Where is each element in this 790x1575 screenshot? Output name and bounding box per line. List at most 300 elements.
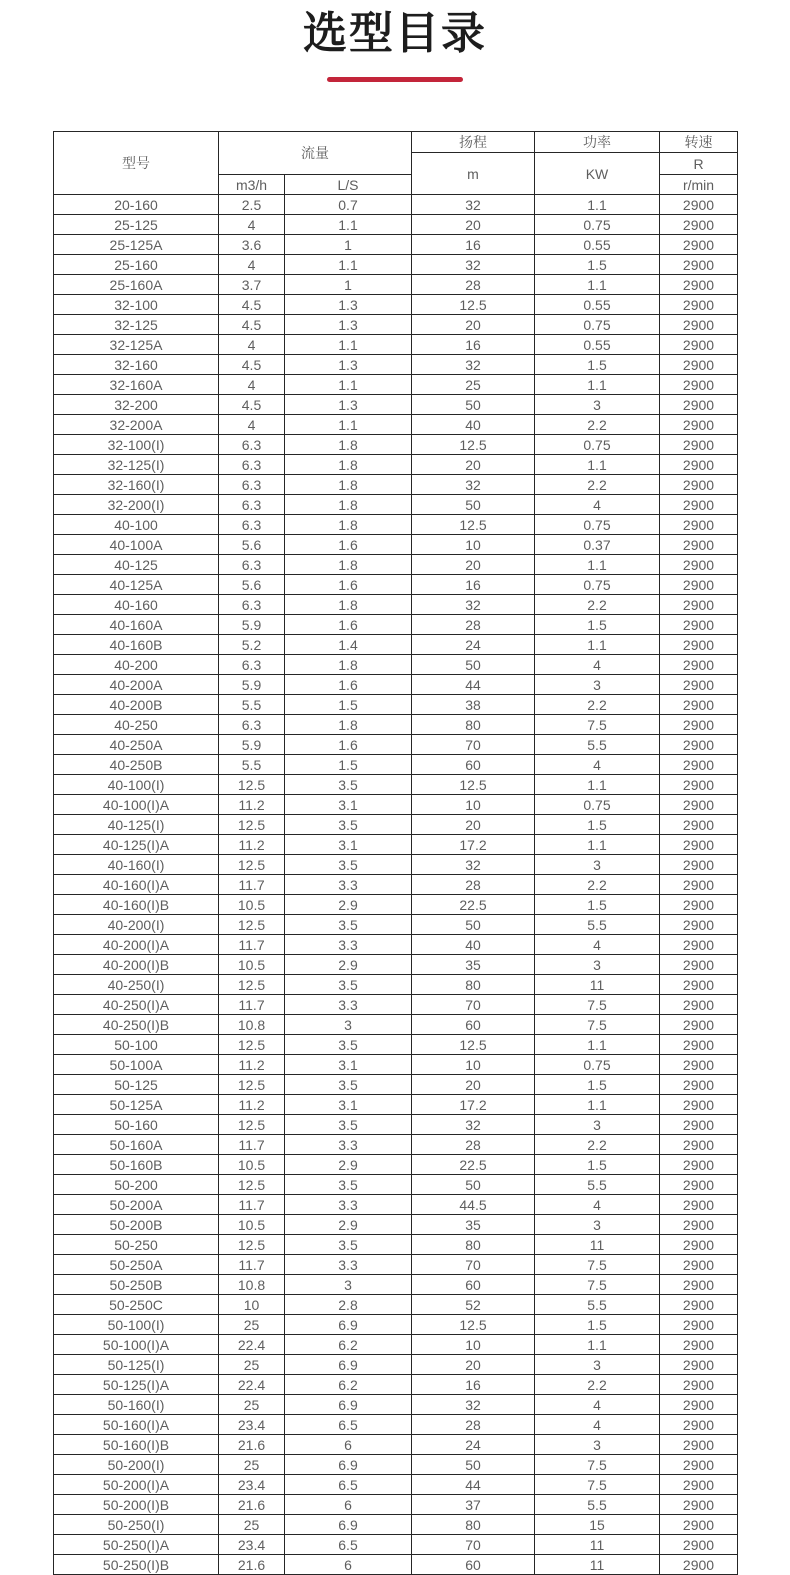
cell-speed-rpm: 2900 [660, 1535, 738, 1555]
table-row [54, 355, 738, 375]
cell-power-kw: 2.2 [535, 415, 660, 435]
cell-power-kw: 0.75 [535, 435, 660, 455]
cell-head-m: 17.2 [412, 835, 535, 855]
cell-head-m: 80 [412, 715, 535, 735]
cell-speed-rpm: 2900 [660, 855, 738, 875]
table-row [54, 1555, 738, 1575]
cell-head-m: 10 [412, 535, 535, 555]
cell-flow-m3h: 21.6 [219, 1555, 285, 1575]
cell-flow-m3h: 10.5 [219, 1215, 285, 1235]
cell-flow-ls: 1.1 [285, 335, 412, 355]
cell-flow-m3h: 12.5 [219, 1235, 285, 1255]
cell-flow-ls: 1.3 [285, 315, 412, 335]
cell-model: 50-250A [54, 1255, 219, 1275]
cell-speed-rpm: 2900 [660, 1495, 738, 1515]
cell-power-kw: 3 [535, 955, 660, 975]
cell-head-m: 44 [412, 1475, 535, 1495]
cell-head-m: 10 [412, 1055, 535, 1075]
table-row [54, 555, 738, 575]
cell-power-kw: 1.5 [535, 355, 660, 375]
table-row [54, 695, 738, 715]
cell-flow-ls: 3.5 [285, 815, 412, 835]
cell-speed-rpm: 2900 [660, 315, 738, 335]
cell-model: 50-100 [54, 1035, 219, 1055]
table-row [54, 1055, 738, 1075]
cell-speed-rpm: 2900 [660, 335, 738, 355]
table-row [54, 215, 738, 235]
cell-model: 50-160 [54, 1115, 219, 1135]
table-row [54, 1295, 738, 1315]
cell-model: 50-160(I)B [54, 1435, 219, 1455]
cell-flow-m3h: 21.6 [219, 1435, 285, 1455]
cell-power-kw: 3 [535, 1355, 660, 1375]
cell-flow-m3h: 12.5 [219, 1115, 285, 1135]
cell-speed-rpm: 2900 [660, 775, 738, 795]
cell-model: 40-250A [54, 735, 219, 755]
cell-model: 50-160B [54, 1155, 219, 1175]
cell-power-kw: 0.55 [535, 235, 660, 255]
cell-head-m: 22.5 [412, 1155, 535, 1175]
cell-power-kw: 7.5 [535, 1255, 660, 1275]
cell-flow-ls: 1.3 [285, 395, 412, 415]
cell-power-kw: 1.5 [535, 815, 660, 835]
cell-flow-ls: 6 [285, 1555, 412, 1575]
cell-model: 40-200 [54, 655, 219, 675]
cell-power-kw: 7.5 [535, 1455, 660, 1475]
cell-power-kw: 0.75 [535, 515, 660, 535]
cell-model: 50-200B [54, 1215, 219, 1235]
cell-head-m: 16 [412, 335, 535, 355]
cell-head-m: 44.5 [412, 1195, 535, 1215]
cell-power-kw: 1.5 [535, 255, 660, 275]
cell-flow-ls: 3 [285, 1015, 412, 1035]
cell-flow-m3h: 6.3 [219, 455, 285, 475]
cell-model: 50-250 [54, 1235, 219, 1255]
table-row [54, 1455, 738, 1475]
table-row [54, 1275, 738, 1295]
cell-flow-m3h: 5.2 [219, 635, 285, 655]
cell-flow-m3h: 21.6 [219, 1495, 285, 1515]
cell-speed-rpm: 2900 [660, 275, 738, 295]
cell-model: 32-125A [54, 335, 219, 355]
table-row [54, 295, 738, 315]
cell-head-m: 70 [412, 995, 535, 1015]
table-row [54, 955, 738, 975]
cell-head-m: 50 [412, 495, 535, 515]
cell-head-m: 32 [412, 255, 535, 275]
cell-model: 25-125A [54, 235, 219, 255]
cell-model: 40-250(I) [54, 975, 219, 995]
cell-speed-rpm: 2900 [660, 535, 738, 555]
cell-speed-rpm: 2900 [660, 895, 738, 915]
table-row [54, 535, 738, 555]
cell-model: 40-100A [54, 535, 219, 555]
table-row [54, 335, 738, 355]
cell-head-m: 32 [412, 1115, 535, 1135]
cell-model: 32-125(I) [54, 455, 219, 475]
cell-flow-ls: 1.6 [285, 535, 412, 555]
cell-head-m: 28 [412, 1135, 535, 1155]
cell-flow-ls: 6.9 [285, 1395, 412, 1415]
cell-flow-m3h: 4.5 [219, 355, 285, 375]
cell-speed-rpm: 2900 [660, 515, 738, 535]
cell-flow-ls: 3.5 [285, 915, 412, 935]
cell-flow-ls: 1.1 [285, 375, 412, 395]
cell-speed-rpm: 2900 [660, 1455, 738, 1475]
table-row [54, 1135, 738, 1155]
table-row [54, 595, 738, 615]
cell-model: 32-160(I) [54, 475, 219, 495]
cell-flow-m3h: 12.5 [219, 975, 285, 995]
cell-model: 40-200(I)A [54, 935, 219, 955]
cell-speed-rpm: 2900 [660, 1475, 738, 1495]
cell-flow-ls: 1.1 [285, 215, 412, 235]
cell-head-m: 12.5 [412, 1035, 535, 1055]
table-row [54, 755, 738, 775]
cell-power-kw: 11 [535, 1235, 660, 1255]
cell-power-kw: 1.5 [535, 895, 660, 915]
cell-head-m: 28 [412, 1415, 535, 1435]
cell-flow-m3h: 22.4 [219, 1335, 285, 1355]
cell-head-m: 50 [412, 1455, 535, 1475]
cell-model: 50-250C [54, 1295, 219, 1315]
table-row [54, 995, 738, 1015]
table-row [54, 835, 738, 855]
cell-speed-rpm: 2900 [660, 455, 738, 475]
cell-speed-rpm: 2900 [660, 1195, 738, 1215]
cell-speed-rpm: 2900 [660, 475, 738, 495]
cell-speed-rpm: 2900 [660, 1395, 738, 1415]
cell-power-kw: 7.5 [535, 1475, 660, 1495]
cell-flow-ls: 3.5 [285, 1035, 412, 1055]
cell-speed-rpm: 2900 [660, 1015, 738, 1035]
cell-head-m: 28 [412, 275, 535, 295]
table-row [54, 855, 738, 875]
cell-model: 50-200 [54, 1175, 219, 1195]
header-flow-m3h: m3/h [219, 175, 285, 195]
table-row [54, 1215, 738, 1235]
cell-flow-m3h: 4 [219, 215, 285, 235]
cell-flow-ls: 3.5 [285, 1175, 412, 1195]
cell-flow-ls: 3.3 [285, 1135, 412, 1155]
cell-head-m: 50 [412, 395, 535, 415]
header-speed: 转速 [660, 132, 738, 153]
cell-power-kw: 0.75 [535, 215, 660, 235]
table-row [54, 815, 738, 835]
cell-power-kw: 2.2 [535, 595, 660, 615]
table-row [54, 495, 738, 515]
cell-speed-rpm: 2900 [660, 815, 738, 835]
cell-head-m: 28 [412, 875, 535, 895]
cell-flow-ls: 3 [285, 1275, 412, 1295]
cell-flow-ls: 1.8 [285, 715, 412, 735]
cell-speed-rpm: 2900 [660, 495, 738, 515]
cell-head-m: 32 [412, 855, 535, 875]
cell-model: 25-125 [54, 215, 219, 235]
cell-head-m: 40 [412, 935, 535, 955]
cell-speed-rpm: 2900 [660, 1095, 738, 1115]
cell-power-kw: 4 [535, 1395, 660, 1415]
cell-head-m: 70 [412, 1255, 535, 1275]
cell-flow-ls: 6.9 [285, 1455, 412, 1475]
cell-speed-rpm: 2900 [660, 755, 738, 775]
table-row [54, 435, 738, 455]
cell-speed-rpm: 2900 [660, 1135, 738, 1155]
cell-flow-m3h: 11.7 [219, 1135, 285, 1155]
cell-head-m: 80 [412, 1515, 535, 1535]
header-flow-ls: L/S [285, 175, 412, 195]
table-row [54, 1355, 738, 1375]
cell-flow-m3h: 12.5 [219, 1035, 285, 1055]
cell-speed-rpm: 2900 [660, 835, 738, 855]
cell-speed-rpm: 2900 [660, 1155, 738, 1175]
cell-flow-m3h: 4.5 [219, 295, 285, 315]
table-row [54, 395, 738, 415]
cell-power-kw: 1.5 [535, 1315, 660, 1335]
cell-flow-ls: 1 [285, 235, 412, 255]
cell-model: 25-160 [54, 255, 219, 275]
cell-flow-m3h: 23.4 [219, 1415, 285, 1435]
cell-model: 50-200A [54, 1195, 219, 1215]
cell-model: 40-100 [54, 515, 219, 535]
cell-flow-m3h: 22.4 [219, 1375, 285, 1395]
cell-power-kw: 2.2 [535, 1375, 660, 1395]
cell-head-m: 40 [412, 415, 535, 435]
cell-flow-m3h: 4 [219, 255, 285, 275]
cell-model: 40-125 [54, 555, 219, 575]
cell-flow-ls: 6.9 [285, 1315, 412, 1335]
table-row [54, 1155, 738, 1175]
cell-model: 32-160A [54, 375, 219, 395]
cell-speed-rpm: 2900 [660, 795, 738, 815]
cell-flow-m3h: 5.6 [219, 535, 285, 555]
cell-model: 40-200(I)B [54, 955, 219, 975]
cell-head-m: 50 [412, 915, 535, 935]
title-underline-bar [327, 77, 463, 82]
cell-flow-ls: 3.1 [285, 1095, 412, 1115]
table-row [54, 1375, 738, 1395]
cell-speed-rpm: 2900 [660, 375, 738, 395]
cell-model: 40-250 [54, 715, 219, 735]
cell-flow-m3h: 5.9 [219, 615, 285, 635]
cell-speed-rpm: 2900 [660, 1515, 738, 1535]
cell-speed-rpm: 2900 [660, 1175, 738, 1195]
cell-flow-m3h: 5.6 [219, 575, 285, 595]
cell-flow-m3h: 4 [219, 375, 285, 395]
cell-speed-rpm: 2900 [660, 655, 738, 675]
cell-model: 32-200 [54, 395, 219, 415]
cell-power-kw: 4 [535, 655, 660, 675]
cell-flow-ls: 1.5 [285, 695, 412, 715]
cell-head-m: 32 [412, 355, 535, 375]
cell-model: 50-250(I) [54, 1515, 219, 1535]
cell-model: 32-200A [54, 415, 219, 435]
table-row [54, 455, 738, 475]
cell-head-m: 25 [412, 375, 535, 395]
cell-flow-ls: 6.5 [285, 1535, 412, 1555]
table-row [54, 1475, 738, 1495]
cell-power-kw: 1.1 [535, 555, 660, 575]
cell-flow-m3h: 12.5 [219, 915, 285, 935]
cell-head-m: 37 [412, 1495, 535, 1515]
cell-power-kw: 2.2 [535, 695, 660, 715]
cell-head-m: 32 [412, 595, 535, 615]
cell-speed-rpm: 2900 [660, 615, 738, 635]
cell-flow-m3h: 4.5 [219, 315, 285, 335]
cell-flow-m3h: 6.3 [219, 435, 285, 455]
cell-speed-rpm: 2900 [660, 935, 738, 955]
cell-speed-rpm: 2900 [660, 695, 738, 715]
cell-model: 32-100 [54, 295, 219, 315]
cell-flow-ls: 2.8 [285, 1295, 412, 1315]
table-row [54, 1495, 738, 1515]
cell-flow-ls: 1.3 [285, 295, 412, 315]
cell-flow-ls: 1.8 [285, 655, 412, 675]
cell-model: 32-160 [54, 355, 219, 375]
cell-speed-rpm: 2900 [660, 1275, 738, 1295]
cell-power-kw: 7.5 [535, 995, 660, 1015]
cell-model: 40-250(I)A [54, 995, 219, 1015]
cell-flow-ls: 6.5 [285, 1475, 412, 1495]
cell-flow-m3h: 10.8 [219, 1275, 285, 1295]
table-row [54, 1115, 738, 1135]
cell-flow-ls: 1.6 [285, 675, 412, 695]
cell-head-m: 38 [412, 695, 535, 715]
cell-model: 32-125 [54, 315, 219, 335]
cell-model: 40-100(I) [54, 775, 219, 795]
cell-flow-ls: 3.3 [285, 1195, 412, 1215]
cell-head-m: 20 [412, 1355, 535, 1375]
cell-head-m: 22.5 [412, 895, 535, 915]
table-row [54, 275, 738, 295]
cell-flow-ls: 1.1 [285, 415, 412, 435]
cell-speed-rpm: 2900 [660, 1375, 738, 1395]
table-row [54, 1095, 738, 1115]
cell-flow-m3h: 6.3 [219, 715, 285, 735]
table-row [54, 1255, 738, 1275]
cell-flow-m3h: 11.2 [219, 1055, 285, 1075]
cell-power-kw: 1.1 [535, 455, 660, 475]
cell-power-kw: 3 [535, 395, 660, 415]
cell-model: 32-100(I) [54, 435, 219, 455]
cell-flow-ls: 3.5 [285, 775, 412, 795]
cell-flow-ls: 6.2 [285, 1335, 412, 1355]
cell-head-m: 32 [412, 195, 535, 215]
cell-flow-m3h: 11.2 [219, 835, 285, 855]
cell-flow-m3h: 11.7 [219, 995, 285, 1015]
cell-speed-rpm: 2900 [660, 1415, 738, 1435]
cell-model: 40-250(I)B [54, 1015, 219, 1035]
cell-head-m: 32 [412, 475, 535, 495]
cell-head-m: 32 [412, 1395, 535, 1415]
cell-head-m: 16 [412, 235, 535, 255]
cell-flow-ls: 6.9 [285, 1355, 412, 1375]
cell-flow-m3h: 25 [219, 1515, 285, 1535]
cell-flow-m3h: 11.7 [219, 875, 285, 895]
cell-power-kw: 0.55 [535, 335, 660, 355]
cell-flow-m3h: 10 [219, 1295, 285, 1315]
cell-flow-ls: 3.1 [285, 835, 412, 855]
header-speed-unit-rmin: r/min [660, 175, 738, 195]
cell-speed-rpm: 2900 [660, 235, 738, 255]
cell-speed-rpm: 2900 [660, 1315, 738, 1335]
cell-head-m: 20 [412, 455, 535, 475]
cell-power-kw: 0.75 [535, 575, 660, 595]
cell-flow-m3h: 25 [219, 1455, 285, 1475]
cell-model: 50-125(I)A [54, 1375, 219, 1395]
cell-flow-ls: 2.9 [285, 1155, 412, 1175]
cell-power-kw: 4 [535, 1415, 660, 1435]
cell-head-m: 20 [412, 555, 535, 575]
cell-model: 50-250(I)B [54, 1555, 219, 1575]
cell-head-m: 24 [412, 635, 535, 655]
cell-head-m: 35 [412, 1215, 535, 1235]
header-head-unit: m [412, 153, 535, 195]
header-speed-unit-r: R [660, 153, 738, 175]
table-row [54, 1435, 738, 1455]
cell-flow-ls: 3.3 [285, 995, 412, 1015]
cell-flow-ls: 6 [285, 1495, 412, 1515]
cell-flow-ls: 1.6 [285, 735, 412, 755]
table-row [54, 675, 738, 695]
cell-power-kw: 1.1 [535, 635, 660, 655]
cell-flow-ls: 1.6 [285, 575, 412, 595]
cell-power-kw: 5.5 [535, 735, 660, 755]
cell-head-m: 10 [412, 795, 535, 815]
table-row [54, 375, 738, 395]
cell-head-m: 20 [412, 315, 535, 335]
table-row [54, 635, 738, 655]
cell-power-kw: 1.1 [535, 775, 660, 795]
table-row [54, 1415, 738, 1435]
cell-head-m: 60 [412, 1015, 535, 1035]
cell-model: 50-125A [54, 1095, 219, 1115]
cell-model: 40-125(I)A [54, 835, 219, 855]
cell-power-kw: 1.5 [535, 1075, 660, 1095]
table-row [54, 315, 738, 335]
cell-flow-ls: 3.3 [285, 1255, 412, 1275]
cell-flow-ls: 0.7 [285, 195, 412, 215]
cell-head-m: 50 [412, 655, 535, 675]
cell-speed-rpm: 2900 [660, 255, 738, 275]
cell-flow-m3h: 25 [219, 1395, 285, 1415]
cell-flow-ls: 1.8 [285, 455, 412, 475]
cell-flow-ls: 1.8 [285, 475, 412, 495]
cell-speed-rpm: 2900 [660, 555, 738, 575]
cell-speed-rpm: 2900 [660, 1115, 738, 1135]
cell-head-m: 20 [412, 815, 535, 835]
table-row [54, 1175, 738, 1195]
cell-power-kw: 2.2 [535, 1135, 660, 1155]
cell-power-kw: 0.55 [535, 295, 660, 315]
cell-flow-m3h: 6.3 [219, 475, 285, 495]
table-row [54, 1535, 738, 1555]
cell-power-kw: 1.1 [535, 1095, 660, 1115]
cell-power-kw: 7.5 [535, 1275, 660, 1295]
cell-model: 50-200(I)A [54, 1475, 219, 1495]
cell-flow-ls: 1.8 [285, 515, 412, 535]
table-row [54, 1515, 738, 1535]
table-header [54, 132, 738, 195]
cell-model: 50-100(I) [54, 1315, 219, 1335]
cell-flow-m3h: 6.3 [219, 495, 285, 515]
cell-speed-rpm: 2900 [660, 435, 738, 455]
cell-flow-m3h: 23.4 [219, 1475, 285, 1495]
cell-power-kw: 11 [535, 1555, 660, 1575]
table-row [54, 735, 738, 755]
cell-flow-m3h: 11.7 [219, 1195, 285, 1215]
table-row [54, 515, 738, 535]
